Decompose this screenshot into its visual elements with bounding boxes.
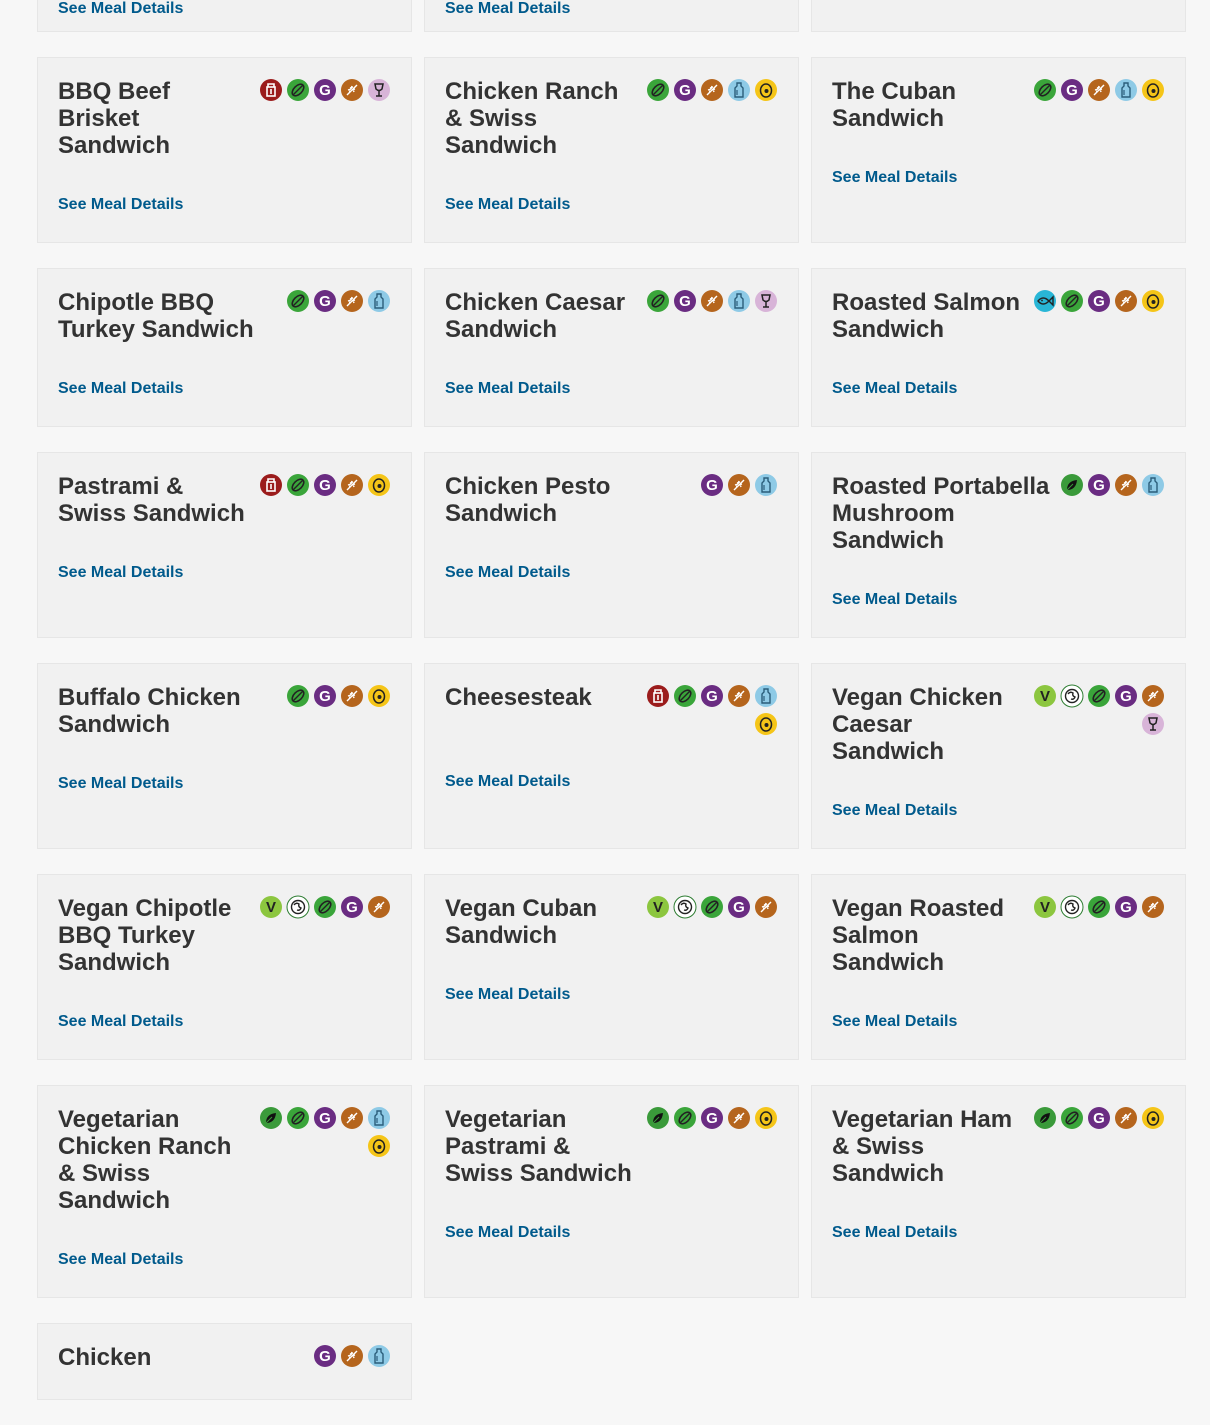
- wine-glass-icon: [367, 78, 391, 102]
- g-letter-icon: [700, 684, 724, 708]
- g-letter-icon: [1087, 473, 1111, 497]
- wheat-icon: [1114, 1106, 1138, 1130]
- meal-card: [424, 874, 799, 1060]
- meal-card-header: [832, 1106, 1165, 1187]
- allergen-icons: [259, 78, 391, 102]
- allergen-icons: [259, 473, 391, 497]
- egg-icon: [367, 473, 391, 497]
- meal-title: Chicken Ranch & Swiss Sandwich: [445, 78, 619, 159]
- g-letter-icon: [1087, 1106, 1111, 1130]
- meal-title: Vegetarian Ham & Swiss Sandwich: [832, 1106, 1013, 1187]
- vegetarian-leaf-icon: [259, 1106, 283, 1130]
- meal-title: Chipotle BBQ Turkey Sandwich: [58, 289, 254, 343]
- meal-title: BBQ Beef Brisket Sandwich: [58, 78, 171, 159]
- meal-card: [424, 268, 799, 427]
- meal-title: Buffalo Chicken Sandwich: [58, 684, 241, 738]
- meal-title: Chicken Caesar Sandwich: [445, 289, 626, 343]
- meal-card: [811, 1085, 1186, 1298]
- see-meal-details-link[interactable]: See Meal Details: [832, 380, 958, 397]
- svg-text:G: G: [346, 899, 358, 916]
- g-letter-icon: [1114, 895, 1138, 919]
- meal-title: Vegetarian Chicken Ranch & Swiss Sandwich: [58, 1106, 232, 1214]
- wheat-icon: [340, 1106, 364, 1130]
- egg-icon: [1141, 289, 1165, 313]
- meal-card-header: [58, 78, 391, 159]
- halal-icon: [259, 473, 283, 497]
- allergen-icons: [1033, 289, 1165, 313]
- svg-text:V: V: [265, 899, 277, 916]
- milk-bottle-icon: [367, 289, 391, 313]
- meal-card-header: [832, 473, 1165, 554]
- leaf-oval-icon: [673, 1106, 697, 1130]
- meal-card-header: [445, 684, 778, 736]
- meal-card-header: [832, 78, 1165, 132]
- see-meal-details-link[interactable]: See Meal Details: [832, 591, 958, 608]
- see-meal-details-link[interactable]: See Meal Details: [832, 169, 958, 186]
- g-letter-icon: [1087, 289, 1111, 313]
- leaf-oval-icon: [286, 473, 310, 497]
- g-letter-icon: [313, 1344, 337, 1368]
- meal-row: [37, 1323, 1186, 1400]
- vegetarian-leaf-icon: [1060, 473, 1084, 497]
- wheat-icon: [340, 473, 364, 497]
- egg-icon: [367, 684, 391, 708]
- wheat-icon: [700, 78, 724, 102]
- svg-text:G: G: [319, 293, 331, 310]
- meal-card: [811, 874, 1186, 1060]
- leaf-oval-icon: [1060, 289, 1084, 313]
- g-letter-icon: [313, 78, 337, 102]
- allergen-icons: [313, 1344, 391, 1368]
- meal-card: [811, 663, 1186, 849]
- meal-title: Vegan Chicken Caesar Sandwich: [832, 684, 1003, 765]
- meal-card: [811, 57, 1186, 243]
- see-meal-details-link[interactable]: See Meal Details: [445, 564, 571, 581]
- meal-title: Chicken: [58, 1344, 152, 1371]
- leaf-oval-icon: [286, 1106, 310, 1130]
- meal-card-header: [445, 473, 778, 527]
- meal-title: Vegan Cuban Sandwich: [445, 895, 598, 949]
- vegan-v-icon: [1033, 895, 1057, 919]
- svg-text:G: G: [706, 688, 718, 705]
- meal-card-header: [58, 684, 391, 738]
- see-meal-details-link[interactable]: See Meal Details: [58, 196, 184, 213]
- svg-text:V: V: [1039, 688, 1051, 705]
- wheat-icon: [340, 78, 364, 102]
- see-meal-details-link[interactable]: See Meal Details: [58, 564, 184, 581]
- meal-card: [811, 452, 1186, 638]
- svg-text:G: G: [1066, 82, 1078, 99]
- g-letter-icon: [340, 895, 364, 919]
- meal-title: The Cuban Sandwich: [832, 78, 956, 132]
- egg-icon: [1141, 78, 1165, 102]
- svg-text:G: G: [319, 1348, 331, 1365]
- allergen-icons: [646, 895, 778, 919]
- wheat-icon: [1141, 895, 1165, 919]
- meal-title: Cheesesteak: [445, 684, 592, 711]
- milk-bottle-icon: [1114, 78, 1138, 102]
- allergen-icons: [646, 78, 778, 102]
- see-meal-details-link[interactable]: See Meal Details: [445, 773, 571, 790]
- svg-text:V: V: [652, 899, 664, 916]
- allergen-icons: [1033, 895, 1165, 919]
- milk-bottle-icon: [367, 1106, 391, 1130]
- meal-title: Roasted Portabella Mushroom Sandwich: [832, 473, 1050, 554]
- allergen-icons: [700, 473, 778, 497]
- meal-card-header: [58, 895, 391, 976]
- climate-icon: [1060, 895, 1084, 919]
- meal-card: [37, 1323, 412, 1400]
- meal-grid: [37, 0, 1186, 1425]
- climate-icon: [673, 895, 697, 919]
- g-letter-icon: [673, 78, 697, 102]
- meal-title: Roasted Salmon Sandwich: [832, 289, 1021, 343]
- fish-icon: [1033, 289, 1057, 313]
- leaf-oval-icon: [286, 289, 310, 313]
- see-meal-details-link[interactable]: See Meal Details: [58, 0, 184, 17]
- climate-icon: [1060, 684, 1084, 708]
- meal-card-header: [58, 1106, 391, 1214]
- see-meal-details-link[interactable]: See Meal Details: [832, 1013, 958, 1030]
- see-meal-details-link[interactable]: See Meal Details: [58, 1013, 184, 1030]
- wheat-icon: [1087, 78, 1111, 102]
- meal-row: [37, 452, 1186, 638]
- meal-card-header: [832, 289, 1165, 343]
- leaf-oval-icon: [313, 895, 337, 919]
- see-meal-details-link[interactable]: See Meal Details: [58, 775, 184, 792]
- milk-bottle-icon: [727, 78, 751, 102]
- svg-text:G: G: [1093, 477, 1105, 494]
- leaf-oval-icon: [1087, 684, 1111, 708]
- meal-title: Chicken Pesto Sandwich: [445, 473, 611, 527]
- milk-bottle-icon: [367, 1344, 391, 1368]
- leaf-oval-icon: [700, 895, 724, 919]
- meal-card-header: [445, 78, 778, 159]
- meal-card-header: [58, 289, 391, 343]
- svg-text:V: V: [1039, 899, 1051, 916]
- allergen-icons: [286, 684, 391, 708]
- g-letter-icon: [1114, 684, 1138, 708]
- meal-row: [37, 1085, 1186, 1298]
- allergen-icons: [286, 289, 391, 313]
- wheat-icon: [1114, 473, 1138, 497]
- wheat-icon: [1141, 684, 1165, 708]
- meal-card: [37, 1085, 412, 1298]
- svg-text:G: G: [733, 899, 745, 916]
- see-meal-details-link[interactable]: See Meal Details: [832, 802, 958, 819]
- vegan-v-icon: [1033, 684, 1057, 708]
- svg-text:G: G: [319, 82, 331, 99]
- leaf-oval-icon: [646, 78, 670, 102]
- see-meal-details-link[interactable]: See Meal Details: [58, 1251, 184, 1268]
- leaf-oval-icon: [1033, 78, 1057, 102]
- svg-text:G: G: [319, 1110, 331, 1127]
- meal-card: [37, 663, 412, 849]
- svg-text:G: G: [319, 688, 331, 705]
- g-letter-icon: [727, 895, 751, 919]
- wheat-icon: [1114, 289, 1138, 313]
- meal-title: Pastrami & Swiss Sandwich: [58, 473, 245, 527]
- meal-row: [37, 57, 1186, 243]
- vegetarian-leaf-icon: [1033, 1106, 1057, 1130]
- meal-card: [811, 0, 1186, 32]
- meal-card: [424, 663, 799, 849]
- meal-card: [424, 452, 799, 638]
- egg-icon: [754, 78, 778, 102]
- milk-bottle-icon: [754, 473, 778, 497]
- g-letter-icon: [700, 473, 724, 497]
- climate-icon: [286, 895, 310, 919]
- see-meal-details-link[interactable]: See Meal Details: [445, 986, 571, 1003]
- meal-row: [37, 874, 1186, 1060]
- meal-card: [424, 0, 799, 32]
- leaf-oval-icon: [286, 684, 310, 708]
- leaf-oval-icon: [1060, 1106, 1084, 1130]
- allergen-icons: [1033, 1106, 1165, 1130]
- allergen-icons: [259, 895, 391, 919]
- see-meal-details-link[interactable]: See Meal Details: [445, 196, 571, 213]
- svg-text:G: G: [679, 82, 691, 99]
- meal-card-header: [58, 1344, 391, 1371]
- see-meal-details-link[interactable]: See Meal Details: [58, 380, 184, 397]
- meal-card-header: [445, 1106, 778, 1187]
- g-letter-icon: [1060, 78, 1084, 102]
- halal-icon: [259, 78, 283, 102]
- allergen-icons: [1060, 473, 1165, 497]
- leaf-oval-icon: [1087, 895, 1111, 919]
- wine-glass-icon: [754, 289, 778, 313]
- meal-row: [37, 0, 1186, 32]
- svg-text:G: G: [706, 1110, 718, 1127]
- g-letter-icon: [313, 684, 337, 708]
- meal-row: [37, 663, 1186, 849]
- allergen-icons: [259, 1106, 391, 1158]
- g-letter-icon: [673, 289, 697, 313]
- allergen-icons: [646, 684, 778, 736]
- svg-text:G: G: [1120, 899, 1132, 916]
- meal-card-header: [832, 684, 1165, 765]
- see-meal-details-link[interactable]: See Meal Details: [445, 380, 571, 397]
- meal-card: [424, 1085, 799, 1298]
- egg-icon: [1141, 1106, 1165, 1130]
- wheat-icon: [700, 289, 724, 313]
- allergen-icons: [1033, 78, 1165, 102]
- meal-card-header: [445, 895, 778, 949]
- meal-row: [37, 268, 1186, 427]
- milk-bottle-icon: [1141, 473, 1165, 497]
- allergen-icons: [646, 289, 778, 313]
- svg-text:G: G: [1093, 293, 1105, 310]
- egg-icon: [754, 1106, 778, 1130]
- milk-bottle-icon: [754, 684, 778, 708]
- wine-glass-icon: [1141, 712, 1165, 736]
- svg-text:G: G: [319, 477, 331, 494]
- empty-slot: [811, 1323, 1186, 1400]
- vegan-v-icon: [646, 895, 670, 919]
- leaf-oval-icon: [646, 289, 670, 313]
- g-letter-icon: [313, 289, 337, 313]
- g-letter-icon: [313, 1106, 337, 1130]
- meal-card: [37, 57, 412, 243]
- egg-icon: [367, 1134, 391, 1158]
- meal-card: [37, 268, 412, 427]
- meal-card: [37, 0, 412, 32]
- leaf-oval-icon: [673, 684, 697, 708]
- g-letter-icon: [700, 1106, 724, 1130]
- svg-text:G: G: [1120, 688, 1132, 705]
- wheat-icon: [727, 1106, 751, 1130]
- allergen-icons: [1033, 684, 1165, 736]
- meal-card: [424, 57, 799, 243]
- vegan-v-icon: [259, 895, 283, 919]
- wheat-icon: [340, 1344, 364, 1368]
- see-meal-details-link[interactable]: See Meal Details: [445, 1224, 571, 1241]
- meal-card: [37, 874, 412, 1060]
- wheat-icon: [340, 684, 364, 708]
- vegetarian-leaf-icon: [646, 1106, 670, 1130]
- halal-icon: [646, 684, 670, 708]
- g-letter-icon: [313, 473, 337, 497]
- leaf-oval-icon: [286, 78, 310, 102]
- svg-text:G: G: [1093, 1110, 1105, 1127]
- svg-text:G: G: [706, 477, 718, 494]
- meal-title: Vegan Chipotle BBQ Turkey Sandwich: [58, 895, 232, 976]
- meal-card: [37, 452, 412, 638]
- egg-icon: [754, 712, 778, 736]
- allergen-icons: [646, 1106, 778, 1130]
- meal-title: Vegan Roasted Salmon Sandwich: [832, 895, 1005, 976]
- wheat-icon: [727, 473, 751, 497]
- wheat-icon: [340, 289, 364, 313]
- wheat-icon: [727, 684, 751, 708]
- svg-text:G: G: [679, 293, 691, 310]
- empty-slot: [424, 1323, 799, 1400]
- meal-card-header: [445, 289, 778, 343]
- wheat-icon: [754, 895, 778, 919]
- see-meal-details-link[interactable]: See Meal Details: [445, 0, 571, 17]
- meal-card-header: [58, 473, 391, 527]
- wheat-icon: [367, 895, 391, 919]
- meal-title: Vegetarian Pastrami & Swiss Sandwich: [445, 1106, 632, 1187]
- meal-card: [811, 268, 1186, 427]
- see-meal-details-link[interactable]: See Meal Details: [832, 1224, 958, 1241]
- milk-bottle-icon: [727, 289, 751, 313]
- meal-card-header: [832, 895, 1165, 976]
